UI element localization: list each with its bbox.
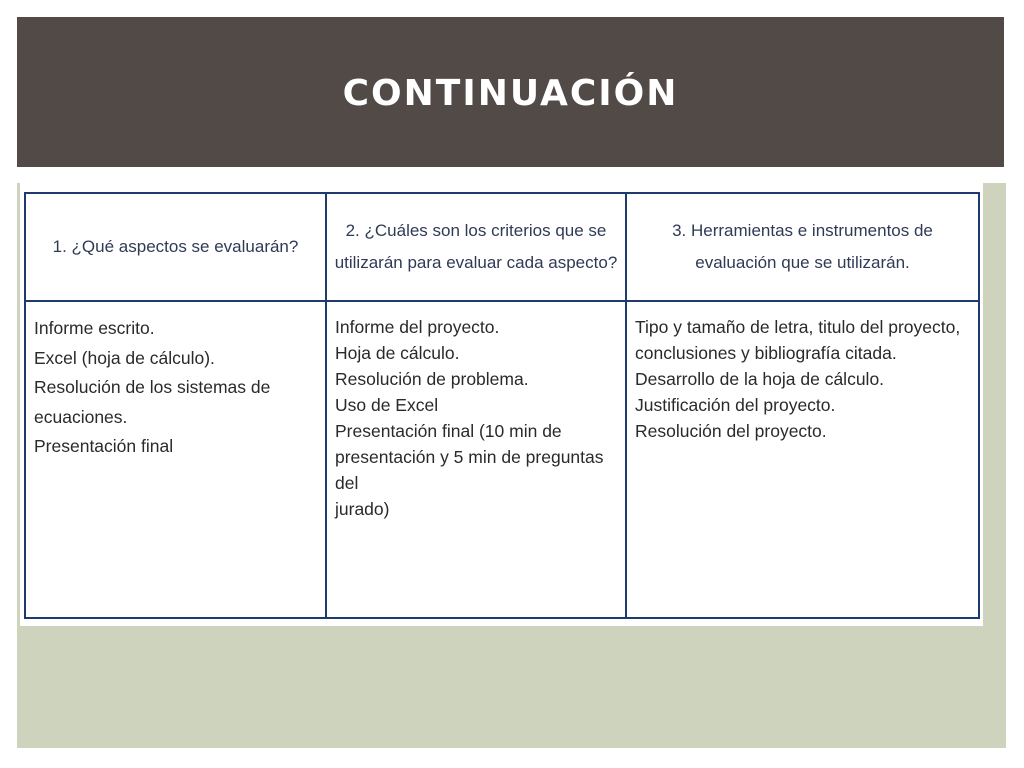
list-item: Resolución del proyecto. [635, 421, 827, 441]
cell-tools [626, 301, 979, 618]
cell-criteria [326, 301, 626, 618]
slide-title: CONTINUACIÓN [342, 72, 679, 114]
list-item: Presentación final (10 min de [335, 421, 562, 441]
list-item: presentación y 5 min de preguntas del [335, 447, 604, 493]
evaluation-table-image [20, 183, 983, 626]
list-item: Tipo y tamaño de letra, titulo del proyecto, [635, 317, 961, 337]
list-item: Desarrollo de la hoja de cálculo. [635, 369, 885, 389]
list-item: Excel (hoja de cálculo). [34, 347, 215, 368]
list-item: Resolución de problema. [335, 369, 529, 389]
list-item: Informe escrito. [34, 318, 155, 338]
title-bar [17, 17, 1004, 167]
table-header-row [25, 193, 979, 301]
list-item: Presentación final [34, 436, 174, 456]
evaluation-table [24, 192, 980, 619]
cell-aspects [25, 301, 326, 618]
list-item: Justificación del proyecto. [635, 395, 836, 415]
list-item: conclusiones y bibliografía citada. [635, 343, 897, 363]
list-item: ecuaciones. [34, 406, 128, 427]
list-item: jurado) [335, 499, 390, 519]
list-item: Hoja de cálculo. [335, 343, 460, 363]
list-item: Resolución de los sistemas de [34, 377, 271, 397]
table-row [25, 301, 979, 618]
list-item: Informe del proyecto. [335, 317, 500, 337]
header-tools: 3. Herramientas e instrumentos de evaluación que se utilizarán. [626, 193, 979, 301]
header-criteria: 2. ¿Cuáles son los criterios que se utilizarán para evaluar cada aspecto? [326, 193, 626, 301]
list-item: Uso de Excel [335, 395, 439, 415]
header-aspects: 1. ¿Qué aspectos se evaluarán? [25, 193, 326, 301]
